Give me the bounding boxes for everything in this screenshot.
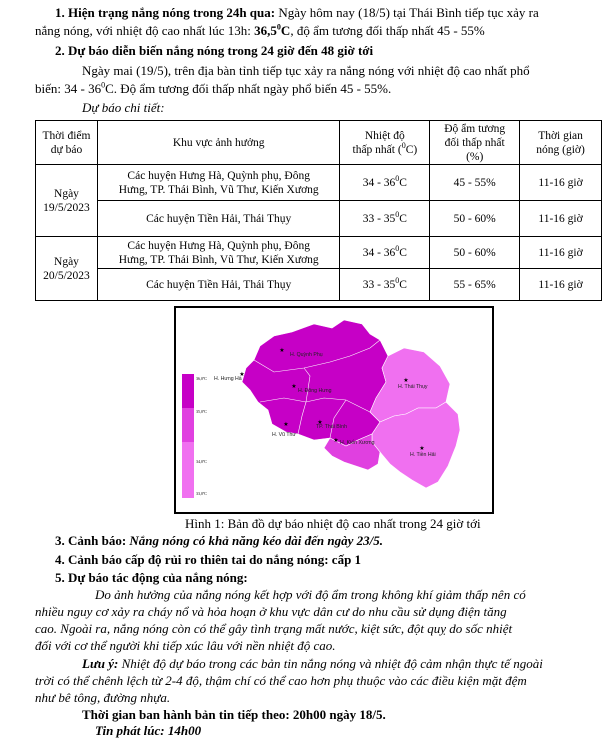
map-label: H. Đông Hưng bbox=[298, 388, 332, 394]
humidity-cell: 50 - 60% bbox=[430, 237, 520, 269]
section5-heading: 5. Dự báo tác động của nắng nóng: bbox=[55, 570, 248, 585]
legend-label: 33,0ºC bbox=[196, 491, 207, 496]
table-row bbox=[36, 269, 602, 301]
section2-line2: biến: $34 - 36^0C$. Độ ẩm tương đối thấp nhất ngày phổ biến 45 - 55%. bbox=[35, 80, 392, 96]
map-label: TP. Thái Bình bbox=[316, 424, 347, 430]
area-cell: Các huyện Tiền Hải, Thái Thụy bbox=[97, 201, 339, 237]
section1-heading: 1. Hiện trạng nắng nóng trong 24h qua: bbox=[55, 5, 276, 20]
map-label: H. Thái Thụy bbox=[398, 384, 428, 390]
section1-temp: 36,5$^0$C bbox=[254, 22, 291, 38]
map-label: H. Tiền Hải bbox=[410, 452, 436, 458]
duration-cell: 11-16 giờ bbox=[520, 165, 602, 201]
area-cell: Các huyện Tiền Hải, Thái Thụy bbox=[97, 269, 339, 301]
star-marker: ★ bbox=[317, 419, 323, 426]
temp-cell: $34 - 36^0C$ bbox=[340, 165, 430, 201]
area-cell: Các huyện Hưng Hà, Quỳnh phụ, Đông Hưng, TP. Thái Bình, Vũ Thư, Kiến Xương bbox=[97, 165, 339, 201]
note-line3: như bê tông, đường nhựa. bbox=[35, 690, 171, 705]
forecast-map bbox=[174, 306, 494, 514]
legend-swatch bbox=[182, 408, 194, 442]
map-label: H. Kiến Xương bbox=[340, 440, 375, 446]
section5-p1-line3: cao. Ngoài ra, nắng nóng còn có thể gây tình trạng mất nước, kiệt sức, đột quỵ do sốc nhiệt bbox=[35, 621, 513, 636]
next-issue: Thời gian ban hành bản tin tiếp theo: 20h00 ngày 18/5. bbox=[82, 707, 386, 722]
day-cell: Ngày 20/5/2023 bbox=[36, 237, 98, 301]
header-area: Khu vực ảnh hưởng bbox=[97, 121, 339, 165]
duration-cell: 11-16 giờ bbox=[520, 269, 602, 301]
header-duration: Thời gian nóng (giờ) bbox=[520, 121, 602, 165]
table-row bbox=[36, 165, 602, 201]
section5-p1-line2: nhiều nguy cơ xảy ra cháy nổ và hỏa hoạn ở khu vực dân cư do nhu cầu sử dụng điện tăng bbox=[35, 604, 507, 619]
section1-text-a: Ngày hôm nay (18/5) tại Thái Bình tiếp tục xảy ra bbox=[275, 5, 539, 20]
section1-text-b: nắng nóng, với nhiệt độ cao nhất lúc 13h: bbox=[35, 23, 255, 38]
star-marker: ★ bbox=[333, 437, 339, 444]
star-marker: ★ bbox=[239, 371, 245, 378]
temp-cell: $34 - 36^0C$ bbox=[340, 237, 430, 269]
humidity-cell: 55 - 65% bbox=[430, 269, 520, 301]
forecast-table bbox=[35, 120, 602, 301]
area-cell: Các huyện Hưng Hà, Quỳnh phụ, Đông Hưng, TP. Thái Bình, Vũ Thư, Kiến Xương bbox=[97, 237, 339, 269]
legend-label: 36,0ºC bbox=[196, 376, 207, 381]
detail-label: Dự báo chi tiết: bbox=[82, 100, 165, 115]
star-marker: ★ bbox=[419, 445, 425, 452]
issued-at: Tin phát lúc: 14h00 bbox=[95, 723, 202, 738]
section2-heading: 2. Dự báo diễn biến nắng nóng trong 24 giờ đến 48 giờ tới bbox=[55, 43, 374, 58]
legend-swatch bbox=[182, 374, 194, 408]
section1-line1 bbox=[55, 4, 613, 21]
section1-text-c: , độ ẩm tương đối thấp nhất 45 - 55% bbox=[290, 23, 485, 38]
map-label: H. Hưng Hà bbox=[214, 376, 242, 382]
temp-cell: $33 - 35^0C$ bbox=[340, 269, 430, 301]
legend-label: 34,0ºC bbox=[196, 459, 207, 464]
note-line2: trời có thể chênh lệch từ 2-4 độ, thậm chí có thể cao hơn phụ thuộc vào các điều kiện mặt đệm bbox=[35, 673, 527, 688]
map-caption: Hình 1: Bản đồ dự báo nhiệt độ cao nhất trong 24 giờ tới bbox=[185, 516, 481, 531]
header-humidity: Độ ẩm tương đối thấp nhất (%) bbox=[430, 121, 520, 165]
section4-heading: 4. Cảnh báo cấp độ rủi ro thiên tai do nắng nóng: cấp 1 bbox=[55, 552, 362, 567]
table-header-row bbox=[36, 121, 602, 165]
star-marker: ★ bbox=[403, 377, 409, 384]
star-marker: ★ bbox=[279, 347, 285, 354]
star-marker: ★ bbox=[283, 421, 289, 428]
section5-p1-line4: đối với cơ thể người khi tiếp xúc lâu với nền nhiệt độ cao. bbox=[35, 638, 336, 653]
duration-cell: 11-16 giờ bbox=[520, 201, 602, 237]
header-temp: Nhiệt độ thấp nhất ($^0$C) bbox=[340, 121, 430, 165]
legend-swatch bbox=[182, 442, 194, 498]
star-marker: ★ bbox=[291, 383, 297, 390]
section5-p1-line1: Do ảnh hưởng của nắng nóng kết hợp với độ ẩm trong không khí giảm thấp nên có bbox=[95, 587, 526, 602]
duration-cell: 11-16 giờ bbox=[520, 237, 602, 269]
section3: 3. Cảnh báo: Nắng nóng có khả năng kéo dài đến ngày 23/5. bbox=[55, 533, 383, 548]
temp-cell: $33 - 35^0C$ bbox=[340, 201, 430, 237]
humidity-cell: 50 - 60% bbox=[430, 201, 520, 237]
day-cell: Ngày 19/5/2023 bbox=[36, 165, 98, 237]
humidity-cell: 45 - 55% bbox=[430, 165, 520, 201]
section1-line2 bbox=[35, 22, 613, 39]
note-line1: Lưu ý: Nhiệt độ dự báo trong các bản tin nắng nóng và nhiệt độ cảm nhận thực tế ngoài bbox=[82, 656, 543, 671]
table-row bbox=[36, 237, 602, 269]
map-label: H. Vũ Thư bbox=[272, 432, 296, 438]
map-label: H. Quỳnh Phụ bbox=[290, 352, 323, 358]
header-time: Thời điểm dự báo bbox=[36, 121, 98, 165]
section2-line1: Ngày mai (19/5), trên địa bàn tỉnh tiếp tục xảy ra nắng nóng với nhiệt độ cao nhất phổ bbox=[82, 63, 530, 78]
legend-label: 35,0ºC bbox=[196, 409, 207, 414]
table-row bbox=[36, 201, 602, 237]
